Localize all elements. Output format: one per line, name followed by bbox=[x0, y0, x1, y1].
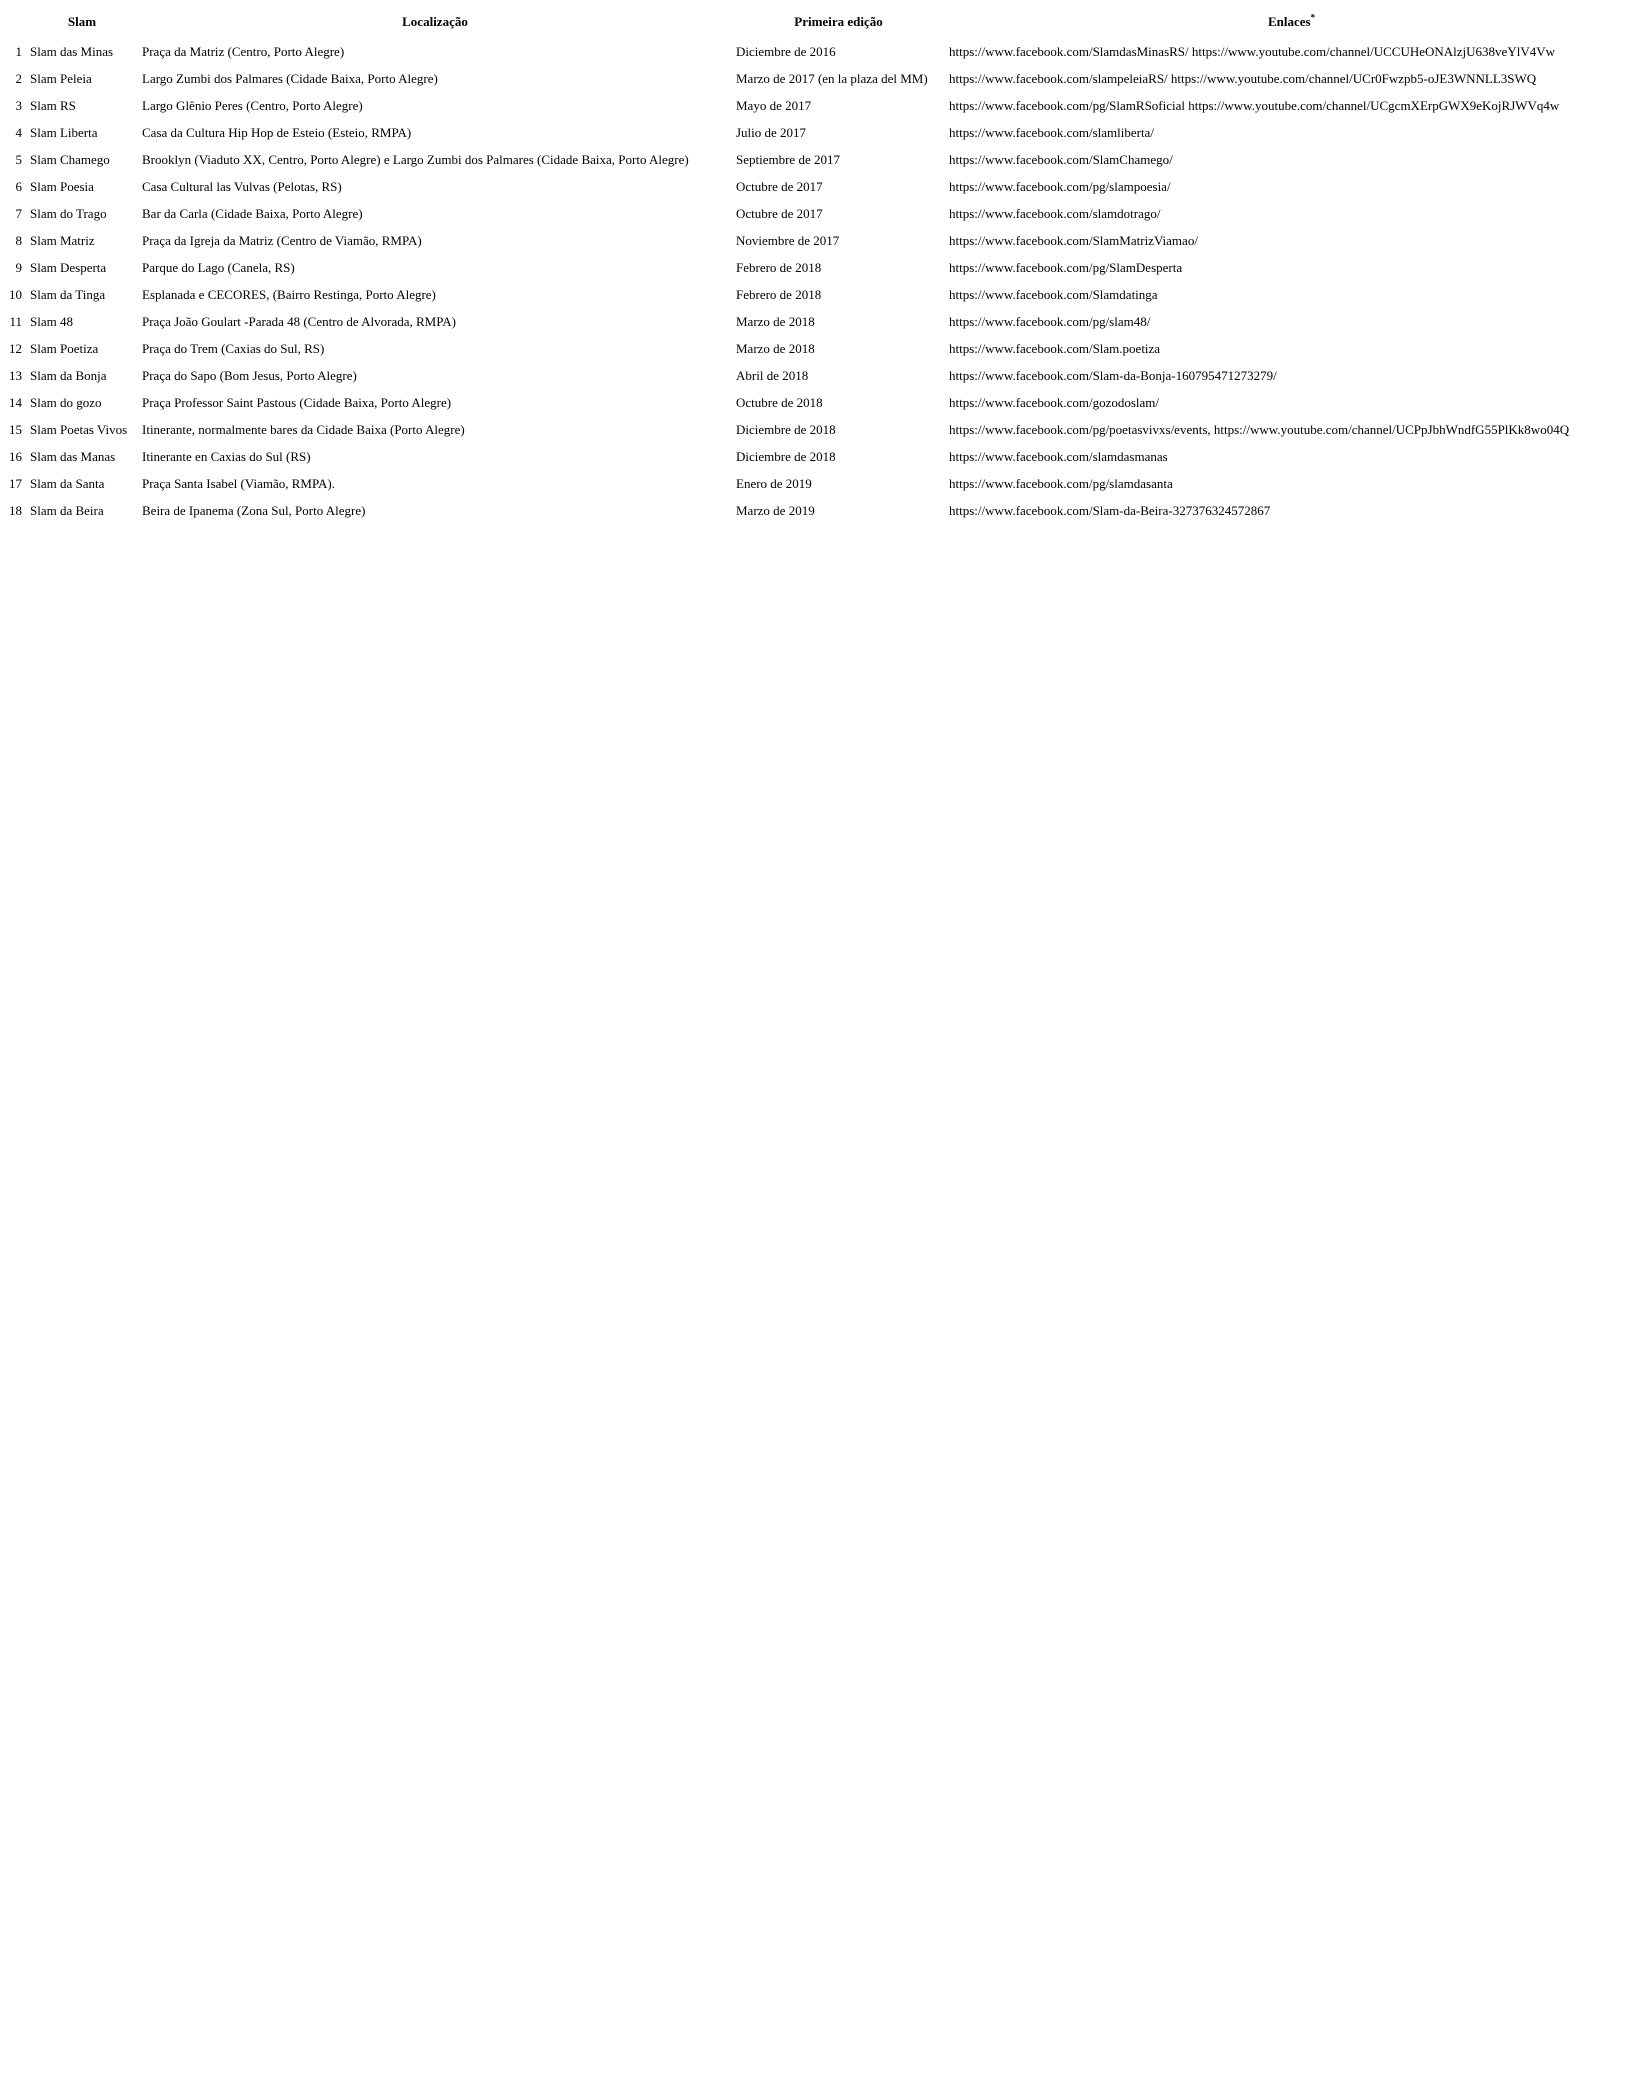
cell-number: 13 bbox=[9, 367, 22, 383]
cell-links: https://www.facebook.com/Slam-da-Bonja-160795471273279/ bbox=[949, 367, 1277, 383]
cell-slam: Slam do gozo bbox=[30, 394, 102, 410]
cell-slam: Slam da Bonja bbox=[30, 367, 107, 383]
cell-first-edition: Septiembre de 2017 bbox=[736, 151, 840, 167]
table-header bbox=[4, 6, 1638, 38]
table-row bbox=[4, 389, 1638, 416]
cell-number: 9 bbox=[15, 259, 22, 275]
cell-number: 4 bbox=[15, 124, 22, 140]
cell-location: Praça da Igreja da Matriz (Centro de Viamão, RMPA) bbox=[142, 232, 422, 248]
cell-links: https://www.facebook.com/SlamChamego/ bbox=[949, 151, 1173, 167]
cell-location: Brooklyn (Viaduto XX, Centro, Porto Alegre) e Largo Zumbi dos Palmares (Cidade Baixa, Porto Alegre) bbox=[142, 151, 689, 167]
header-links bbox=[945, 6, 1638, 38]
table-row bbox=[4, 146, 1638, 173]
cell-location: Parque do Lago (Canela, RS) bbox=[142, 259, 295, 275]
header-location: Localização bbox=[402, 14, 468, 29]
cell-location: Praça Professor Saint Pastous (Cidade Baixa, Porto Alegre) bbox=[142, 394, 452, 410]
cell-first-edition: Diciembre de 2018 bbox=[736, 421, 836, 437]
cell-location: Praça da Matriz (Centro, Porto Alegre) bbox=[142, 43, 345, 59]
cell-links: https://www.facebook.com/pg/slamdasanta bbox=[949, 475, 1173, 491]
cell-slam: Slam Matriz bbox=[30, 232, 95, 248]
cell-location: Itinerante, normalmente bares da Cidade Baixa (Porto Alegre) bbox=[142, 421, 465, 437]
cell-links: https://www.facebook.com/slamdasmanas bbox=[949, 448, 1168, 464]
cell-slam: Slam Poetiza bbox=[30, 340, 99, 356]
cell-links: https://www.facebook.com/slampeleiaRS/ https://www.youtube.com/channel/UCr0Fwzpb5-oJE3WNNLL3SWQ bbox=[949, 70, 1537, 86]
cell-number: 12 bbox=[9, 340, 22, 356]
cell-first-edition: Marzo de 2017 (en la plaza del MM) bbox=[736, 70, 928, 86]
table-row bbox=[4, 38, 1638, 65]
cell-first-edition: Octubre de 2017 bbox=[736, 178, 823, 194]
cell-location: Praça do Trem (Caxias do Sul, RS) bbox=[142, 340, 325, 356]
table-body bbox=[4, 38, 1638, 524]
cell-number: 17 bbox=[9, 475, 22, 491]
cell-slam: Slam das Minas bbox=[30, 43, 114, 59]
cell-slam: Slam do Trago bbox=[30, 205, 107, 221]
cell-slam: Slam Liberta bbox=[30, 124, 98, 140]
cell-slam: Slam 48 bbox=[30, 313, 73, 329]
cell-slam: Slam das Manas bbox=[30, 448, 116, 464]
cell-number: 3 bbox=[15, 97, 22, 113]
cell-first-edition: Abril de 2018 bbox=[736, 367, 809, 383]
cell-number: 1 bbox=[15, 43, 22, 59]
cell-links: https://www.facebook.com/Slamdatinga bbox=[949, 286, 1158, 302]
cell-links: https://www.facebook.com/pg/SlamDesperta bbox=[949, 259, 1183, 275]
cell-slam: Slam da Santa bbox=[30, 475, 105, 491]
cell-first-edition: Marzo de 2018 bbox=[736, 340, 815, 356]
cell-first-edition: Febrero de 2018 bbox=[736, 259, 822, 275]
cell-slam: Slam da Beira bbox=[30, 502, 104, 518]
cell-number: 14 bbox=[9, 394, 22, 410]
cell-number: 8 bbox=[15, 232, 22, 248]
cell-location: Largo Zumbi dos Palmares (Cidade Baixa, Porto Alegre) bbox=[142, 70, 438, 86]
header-links-label: Enlaces bbox=[1267, 14, 1311, 29]
cell-slam: Slam da Tinga bbox=[30, 286, 106, 302]
table-row bbox=[4, 200, 1638, 227]
cell-slam: Slam Poesia bbox=[30, 178, 94, 194]
table-row bbox=[4, 254, 1638, 281]
cell-links: https://www.facebook.com/SlamdasMinasRS/ https://www.youtube.com/channel/UCCUHeONAlzjU638veYlV4Vw bbox=[949, 43, 1555, 59]
cell-links: https://www.facebook.com/Slam.poetiza bbox=[949, 340, 1161, 356]
cell-number: 16 bbox=[9, 448, 22, 464]
cell-location: Largo Glênio Peres (Centro, Porto Alegre) bbox=[142, 97, 363, 113]
header-links-footnote-marker: * bbox=[1310, 12, 1316, 23]
cell-first-edition: Octubre de 2018 bbox=[736, 394, 823, 410]
cell-first-edition: Enero de 2019 bbox=[736, 475, 812, 491]
cell-first-edition: Noviembre de 2017 bbox=[736, 232, 840, 248]
cell-first-edition: Julio de 2017 bbox=[736, 124, 807, 140]
cell-links: https://www.facebook.com/pg/SlamRSoficial https://www.youtube.com/channel/UCgcmXErpGWX9eKojRJWVq4w bbox=[949, 97, 1560, 113]
table-row bbox=[4, 497, 1638, 524]
cell-first-edition: Marzo de 2018 bbox=[736, 313, 815, 329]
table-row bbox=[4, 470, 1638, 497]
cell-location: Casa Cultural las Vulvas (Pelotas, RS) bbox=[142, 178, 342, 194]
table-row bbox=[4, 443, 1638, 470]
cell-number: 5 bbox=[15, 151, 22, 167]
header-row bbox=[4, 6, 1638, 38]
cell-number: 7 bbox=[15, 205, 22, 221]
cell-first-edition: Diciembre de 2018 bbox=[736, 448, 836, 464]
cell-location: Esplanada e CECORES, (Bairro Restinga, Porto Alegre) bbox=[142, 286, 436, 302]
header-slam: Slam bbox=[67, 14, 97, 29]
cell-links: https://www.facebook.com/pg/slampoesia/ bbox=[949, 178, 1171, 194]
cell-links: https://www.facebook.com/slamliberta/ bbox=[949, 124, 1154, 140]
cell-number: 10 bbox=[9, 286, 22, 302]
table-row bbox=[4, 308, 1638, 335]
cell-links: https://www.facebook.com/pg/poetasvivxs/events, https://www.youtube.com/channel/UCPpJbhWndfG55PlKk8wo04Q bbox=[949, 421, 1570, 437]
cell-links: https://www.facebook.com/slamdotrago/ bbox=[949, 205, 1161, 221]
cell-number: 2 bbox=[15, 70, 22, 86]
table-row bbox=[4, 362, 1638, 389]
cell-first-edition: Octubre de 2017 bbox=[736, 205, 823, 221]
header-number bbox=[4, 6, 26, 38]
cell-first-edition: Mayo de 2017 bbox=[736, 97, 812, 113]
table-row bbox=[4, 281, 1638, 308]
cell-links: https://www.facebook.com/SlamMatrizViamao/ bbox=[949, 232, 1198, 248]
cell-first-edition: Marzo de 2019 bbox=[736, 502, 815, 518]
cell-slam: Slam Chamego bbox=[30, 151, 110, 167]
cell-location: Praça Santa Isabel (Viamão, RMPA). bbox=[142, 475, 335, 491]
table-row bbox=[4, 92, 1638, 119]
cell-number: 6 bbox=[15, 178, 22, 194]
cell-slam: Slam Poetas Vivos bbox=[30, 421, 128, 437]
cell-links: https://www.facebook.com/gozodoslam/ bbox=[949, 394, 1160, 410]
cell-number: 11 bbox=[9, 313, 22, 329]
table-row bbox=[4, 65, 1638, 92]
table-row bbox=[4, 173, 1638, 200]
cell-links: https://www.facebook.com/Slam-da-Beira-327376324572867 bbox=[949, 502, 1271, 518]
cell-slam: Slam Peleia bbox=[30, 70, 92, 86]
cell-location: Beira de Ipanema (Zona Sul, Porto Alegre) bbox=[142, 502, 366, 518]
cell-number: 15 bbox=[9, 421, 22, 437]
table-row bbox=[4, 335, 1638, 362]
cell-slam: Slam Desperta bbox=[30, 259, 107, 275]
cell-links: https://www.facebook.com/pg/slam48/ bbox=[949, 313, 1151, 329]
cell-slam: Slam RS bbox=[30, 97, 76, 113]
cell-location: Praça do Sapo (Bom Jesus, Porto Alegre) bbox=[142, 367, 357, 383]
cell-number: 18 bbox=[9, 502, 22, 518]
cell-location: Casa da Cultura Hip Hop de Esteio (Esteio, RMPA) bbox=[142, 124, 412, 140]
table-row bbox=[4, 119, 1638, 146]
table-row bbox=[4, 227, 1638, 254]
slam-table bbox=[4, 6, 1638, 524]
cell-first-edition: Diciembre de 2016 bbox=[736, 43, 836, 59]
cell-location: Itinerante en Caxias do Sul (RS) bbox=[142, 448, 311, 464]
table-row bbox=[4, 416, 1638, 443]
cell-first-edition: Febrero de 2018 bbox=[736, 286, 822, 302]
header-first-edition: Primeira edição bbox=[794, 14, 883, 29]
cell-location: Bar da Carla (Cidade Baixa, Porto Alegre) bbox=[142, 205, 363, 221]
cell-location: Praça João Goulart -Parada 48 (Centro de Alvorada, RMPA) bbox=[142, 313, 456, 329]
